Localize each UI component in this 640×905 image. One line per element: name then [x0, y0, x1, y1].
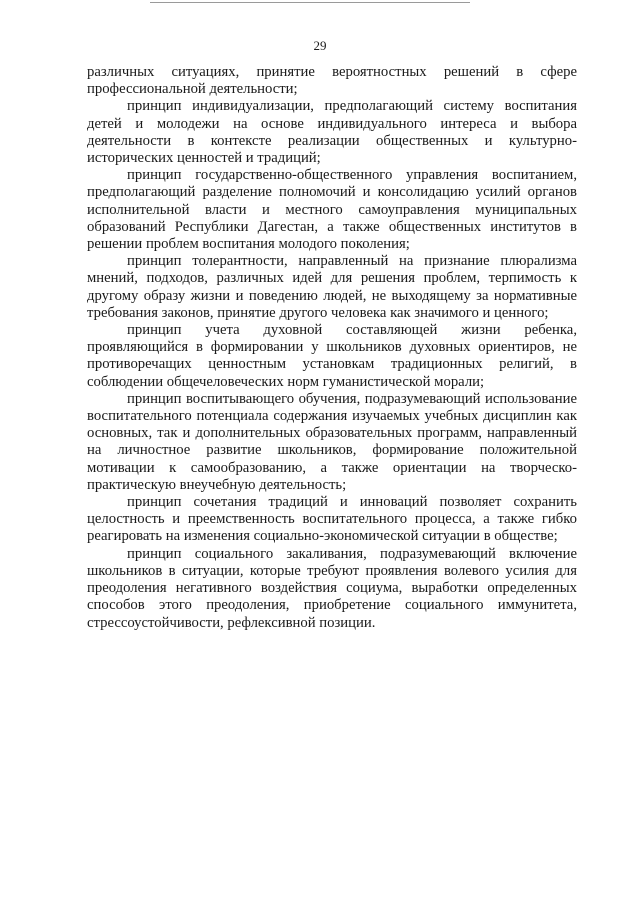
document-body: [87, 64, 577, 632]
paragraph-educating-learning-principle: принцип воспитывающего обучения, подразумевающий использование воспитательного потенциала содержания изучаемых учебных дисциплин как основных, так и дополнительных образовательных программ, направленный на личностное развитие школьников, формирование положительной мотивации к самообразованию, а также ориентации на творческо-практическую внеучебную деятельность;: [87, 390, 577, 493]
paragraph-tolerance-principle: принцип толерантности, направленный на признание плюрализма мнений, подходов, различных идей для решения проблем, терпимость к другому образу жизни и поведению людей, не выходящему за нормативные требования законов, принятие другого человека как значимого и ценного;: [87, 253, 577, 321]
paragraph-social-hardening-principle: принцип социального закаливания, подразумевающий включение школьников в ситуации, которые требуют проявления волевого усилия для преодоления негативного воздействия социума, выработки определенных способов этого преодоления, приобретение социального иммунитета, стрессоустойчивости, рефлексивной позиции.: [87, 545, 577, 631]
page-number: 29: [313, 38, 327, 53]
paragraph-state-public-management-principle: принцип государственно-общественного управления воспитанием, предполагающий разделение полномочий и консолидацию усилий органов исполнительной власти и местного самоуправления муниципальных образований Республики Дагестан, а также общественных институтов в решении проблем воспитания молодого поколения;: [87, 167, 577, 253]
paragraph-traditions-innovations-principle: принцип сочетания традиций и инноваций позволяет сохранить целостность и преемственность воспитательного процесса, а также гибко реагировать на изменения социально-экономической ситуации в обществе;: [87, 494, 577, 545]
paragraph-spiritual-component-principle: принцип учета духовной составляющей жизни ребенка, проявляющийся в формировании у школьников духовных ориентиров, не противоречащих ценностным установкам традиционных религий, в соблюдении общечеловеческих норм гуманистической морали;: [87, 322, 577, 390]
top-border-line: [150, 2, 470, 3]
paragraph-individualization-principle: принцип индивидуализации, предполагающий систему воспитания детей и молодежи на основе индивидуального интереса и выбора деятельности в контексте реализации общественных и культурно-исторических ценностей и традиций;: [87, 98, 577, 167]
paragraph-continuation: различных ситуациях, принятие вероятностных решений в сфере профессиональной деятельности;: [87, 64, 577, 98]
